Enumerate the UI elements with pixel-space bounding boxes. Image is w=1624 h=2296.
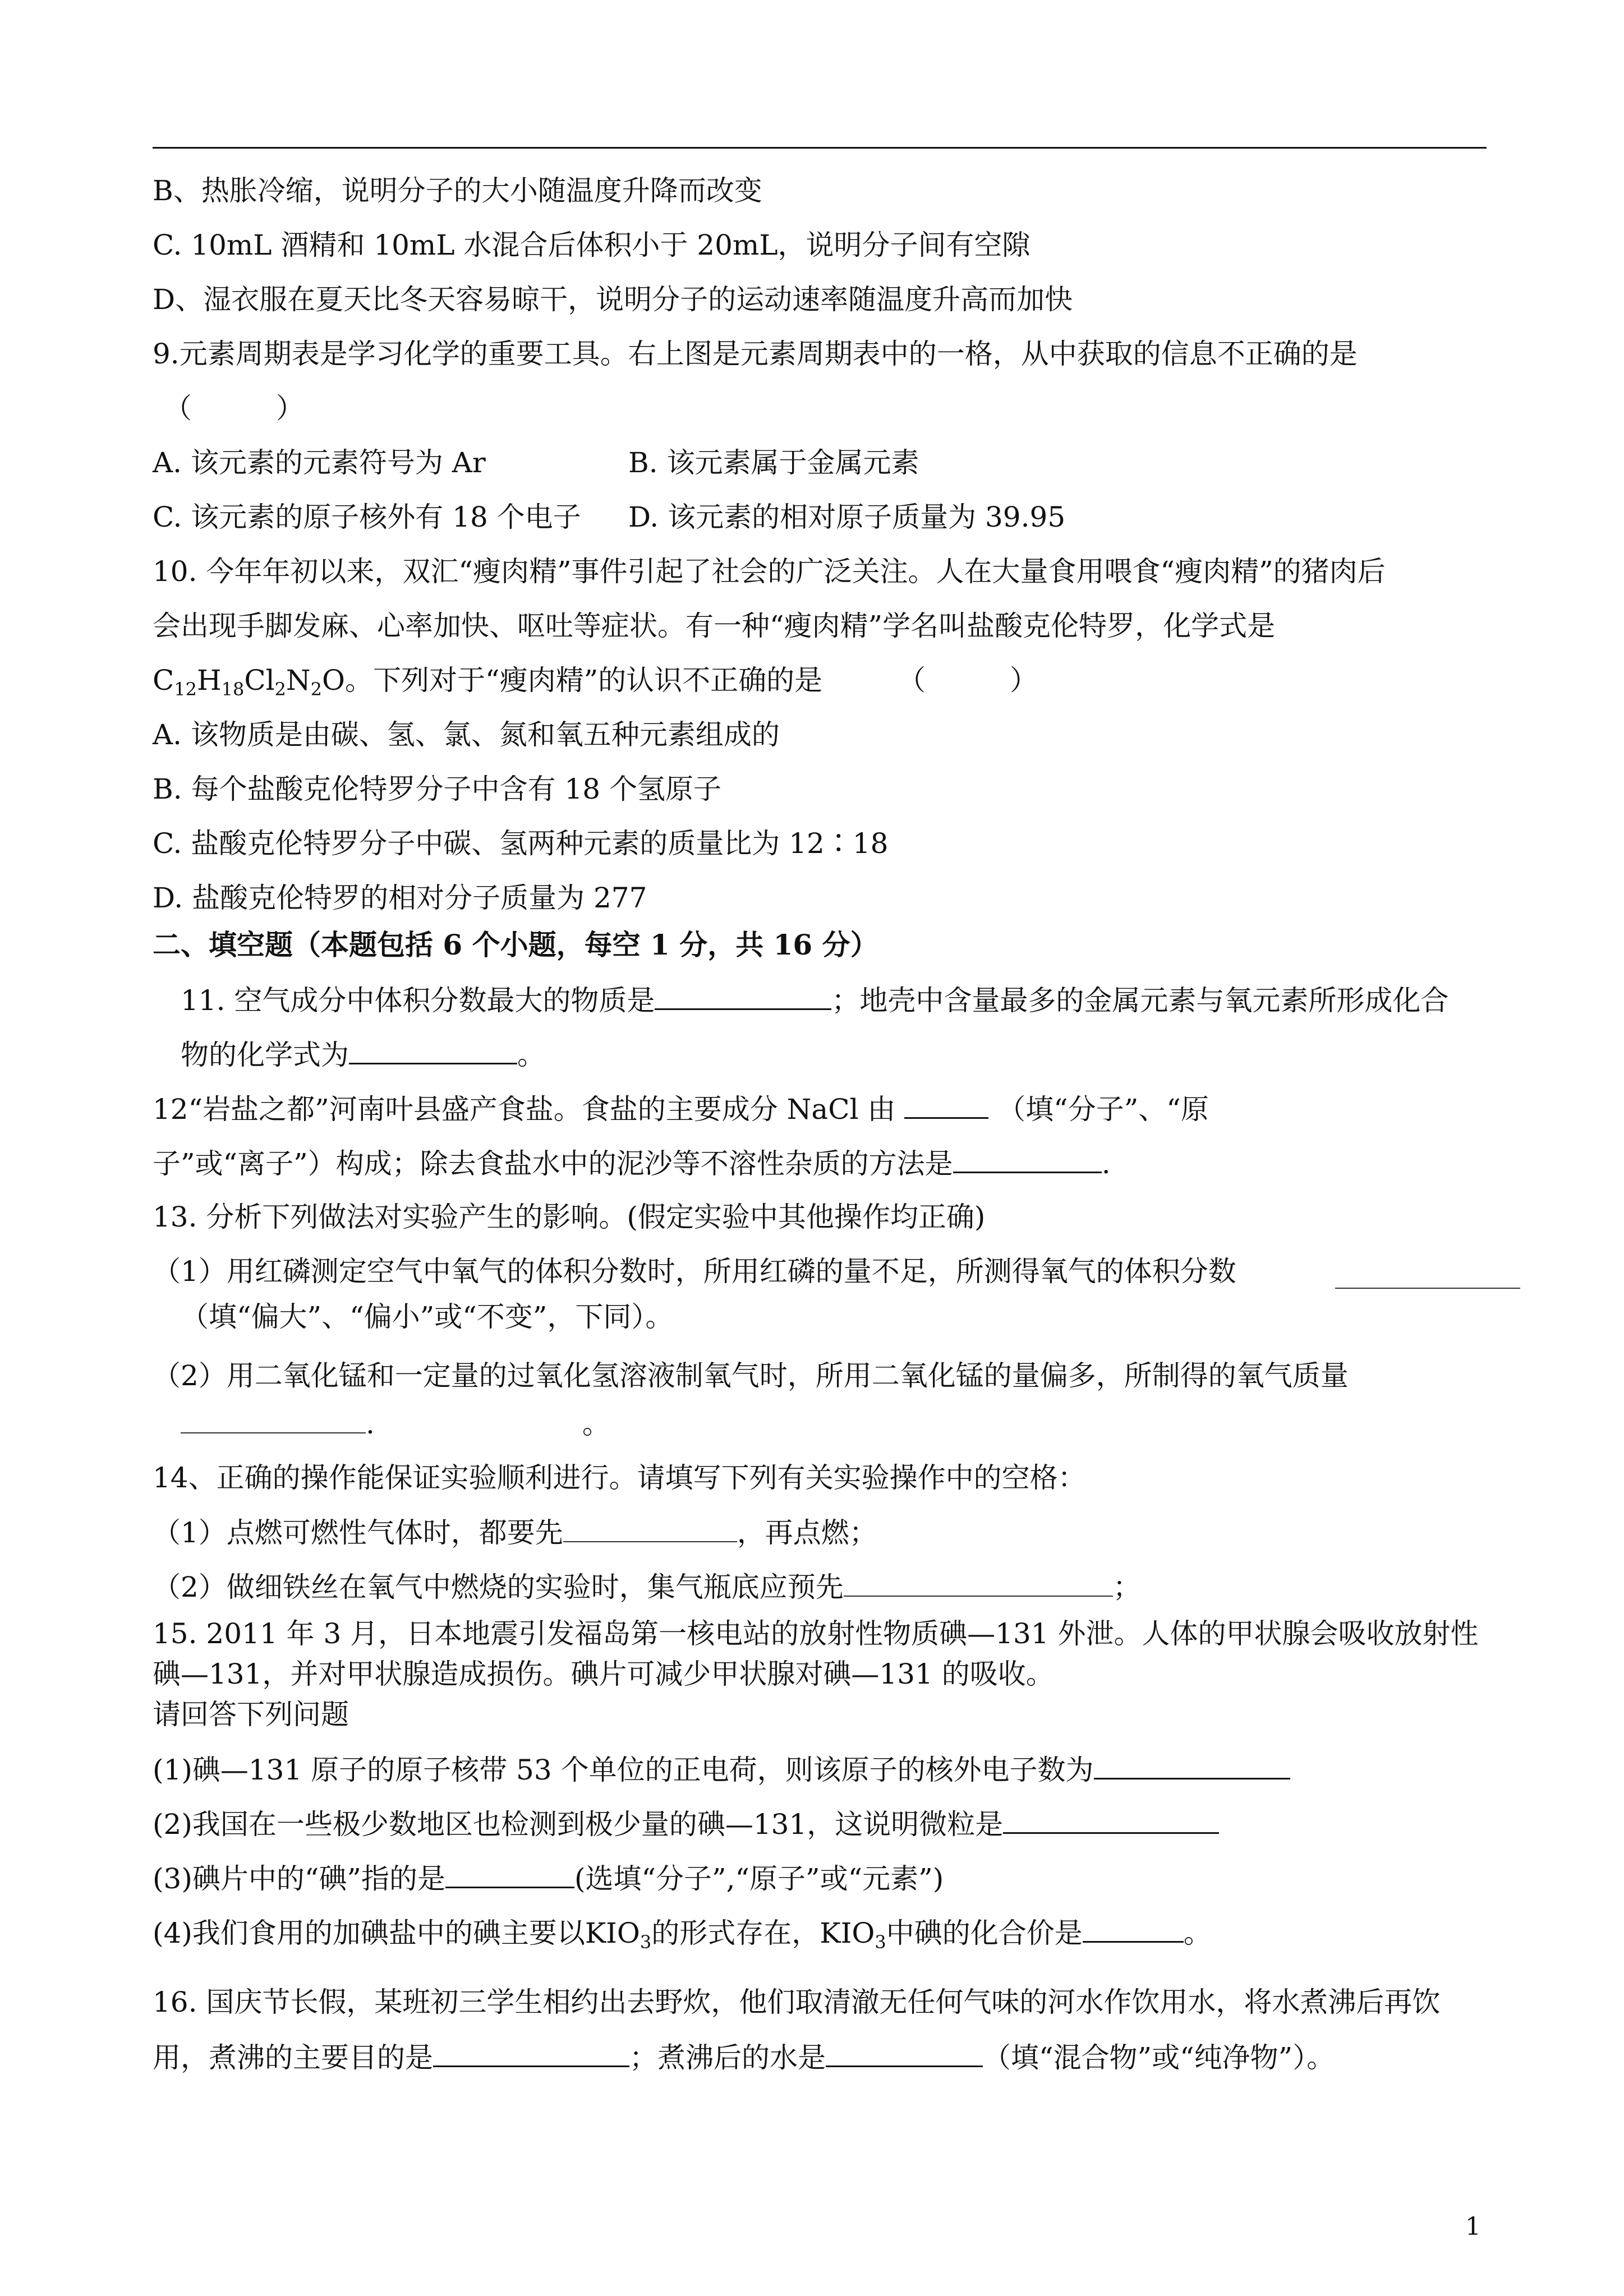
q9-option-c: C. 该元素的原子核外有 18 个电子: [153, 501, 581, 533]
q15-line2: 碘—131，并对甲状腺造成损伤。碘片可减少甲状腺对碘—131 的吸收。: [153, 1658, 1054, 1690]
q10-option-c: C. 盐酸克伦特罗分子中碳、氢两种元素的质量比为 12∶18: [153, 827, 889, 860]
q15-sub3: (3)碘片中的“碘”指的是 (选填“分子”,“原子”或“元素”): [153, 1861, 944, 1896]
q10-option-d: D. 盐酸克伦特罗的相对分子质量为 277: [153, 882, 647, 914]
q12-blank-1[interactable]: [904, 1091, 988, 1119]
q9-option-d: D. 该元素的相对原子质量为 39.95: [628, 501, 1066, 533]
q11-blank-2[interactable]: [349, 1037, 517, 1064]
q15-line1: 15. 2011 年 3 月，日本地震引发福岛第一核电站的放射性物质碘—131 外泄。人体的甲状腺会吸收放射性: [153, 1617, 1479, 1650]
q12-line2: 子”或“离子”）构成；除去食盐水中的泥沙等不溶性杂质的方法是 .: [153, 1146, 1111, 1181]
q15-sub1: (1)碘—131 原子的原子核带 53 个单位的正电荷，则该原子的核外电子数为: [153, 1752, 1290, 1787]
q9-paren: （ ）: [164, 392, 304, 425]
q11-line1: 11. 空气成分中体积分数最大的物质是 ；地壳中含量最多的金属元素与氧元素所形成化合: [181, 983, 1448, 1017]
q10-option-a: A. 该物质是由碳、氢、氯、氮和氧五种元素组成的: [153, 718, 780, 751]
q15-sub4: (4)我们食用的加碘盐中的碘主要以$KIO_3$的形式存在，$KIO_3$中碘的化合价是 。: [153, 1915, 1212, 1950]
q13-blank-1[interactable]: [1335, 1262, 1520, 1289]
q13-stem: 13. 分析下列做法对实验产生的影响。(假定实验中其他操作均正确): [153, 1201, 986, 1233]
q13-sub2-answer: . 。: [181, 1407, 610, 1441]
q13-sub2: （2）用二氧化锰和一定量的过氧化氢溶液制氧气时，所用二氧化锰的量偏多，所制得的氧气质量: [153, 1359, 1349, 1392]
q10-line2: 会出现手脚发麻、心率加快、呕吐等症状。有一种“瘦肉精”学名叫盐酸克伦特罗，化学式是: [153, 610, 1276, 642]
q16-line1: 16. 国庆节长假，某班初三学生相约出去野炊，他们取清澈无任何气味的河水作饮用水，将水煮沸后再饮: [153, 1986, 1441, 2018]
q13-sub1-note: （填“偏大”、“偏小”或“不变”，下同）。: [181, 1301, 674, 1333]
q10-option-b: B. 每个盐酸克伦特罗分子中含有 18 个氢原子: [153, 773, 721, 805]
header-rule: [153, 147, 1487, 149]
q9-option-a: A. 该元素的元素符号为 Ar: [153, 446, 486, 479]
q15-sub2: (2)我国在一些极少数地区也检测到极少量的碘—131，这说明微粒是: [153, 1806, 1219, 1841]
q10-paren: （ ）: [898, 664, 1038, 697]
q15-blank-4[interactable]: [1083, 1915, 1184, 1943]
q14-sub2: （2）做细铁丝在氧气中燃烧的实验时，集气瓶底应预先 ；: [153, 1571, 1141, 1603]
q14-blank-1[interactable]: [563, 1515, 737, 1542]
q14-blank-2[interactable]: [844, 1570, 1113, 1597]
q15-blank-1[interactable]: [1094, 1752, 1290, 1779]
q13-sub1: （1）用红磷测定空气中氧气的体积分数时，所用红磷的量不足，所测得氧气的体积分数: [153, 1255, 1236, 1288]
q8-option-c: C. 10mL 酒精和 10mL 水混合后体积小于 20mL，说明分子间有空隙: [153, 229, 1030, 261]
q15-blank-3[interactable]: [445, 1861, 574, 1888]
q9-option-b: B. 该元素属于金属元素: [628, 446, 919, 479]
q11-blank-1[interactable]: [655, 983, 831, 1010]
q16-blank-1[interactable]: [433, 2040, 629, 2067]
q16-blank-2[interactable]: [826, 2040, 983, 2067]
q15-blank-2[interactable]: [1003, 1806, 1219, 1834]
q12-line1: 12“岩盐之都”河南叶县盛产食盐。食盐的主要成分 NaCl 由 （填“分子”、“原: [153, 1091, 1209, 1126]
q13-blank-2[interactable]: [181, 1407, 366, 1433]
q11-line2: 物的化学式为 。: [181, 1037, 545, 1072]
q15-line3: 请回答下列问题: [153, 1698, 349, 1731]
q16-line2: 用，煮沸的主要目的是 ；煮沸后的水是 （填“混合物”或“纯净物”）。: [153, 2040, 1335, 2074]
q10-line3: $C_{12}H_{18}Cl_2N_2O$。下列对于“瘦肉精”的认识不正确的是: [153, 664, 823, 700]
q12-blank-2[interactable]: [953, 1146, 1102, 1173]
formula: $C_{12}H_{18}Cl_2N_2O$: [153, 664, 346, 700]
section-heading: 二、填空题（本题包括 6 个小题，每空 1 分，共 16 分）: [153, 928, 878, 961]
q10-line1: 10. 今年年初以来，双汇“瘦肉精”事件引起了社会的广泛关注。人在大量食用喂食“瘦肉精”的猪肉后: [153, 555, 1386, 588]
q8-option-b: B、热胀冷缩，说明分子的大小随温度升降而改变: [153, 174, 762, 207]
q14-stem: 14、正确的操作能保证实验顺利进行。请填写下列有关实验操作中的空格：: [153, 1461, 1086, 1494]
q9-stem: 9.元素周期表是学习化学的重要工具。右上图是元素周期表中的一格，从中获取的信息不正确的是: [153, 338, 1358, 370]
q8-option-d: D、湿衣服在夏天比冬天容易晾干，说明分子的运动速率随温度升高而加快: [153, 283, 1073, 316]
page-number: 1: [1465, 2212, 1481, 2241]
q14-sub1: （1）点燃可燃性气体时，都要先 ，再点燃；: [153, 1516, 877, 1549]
